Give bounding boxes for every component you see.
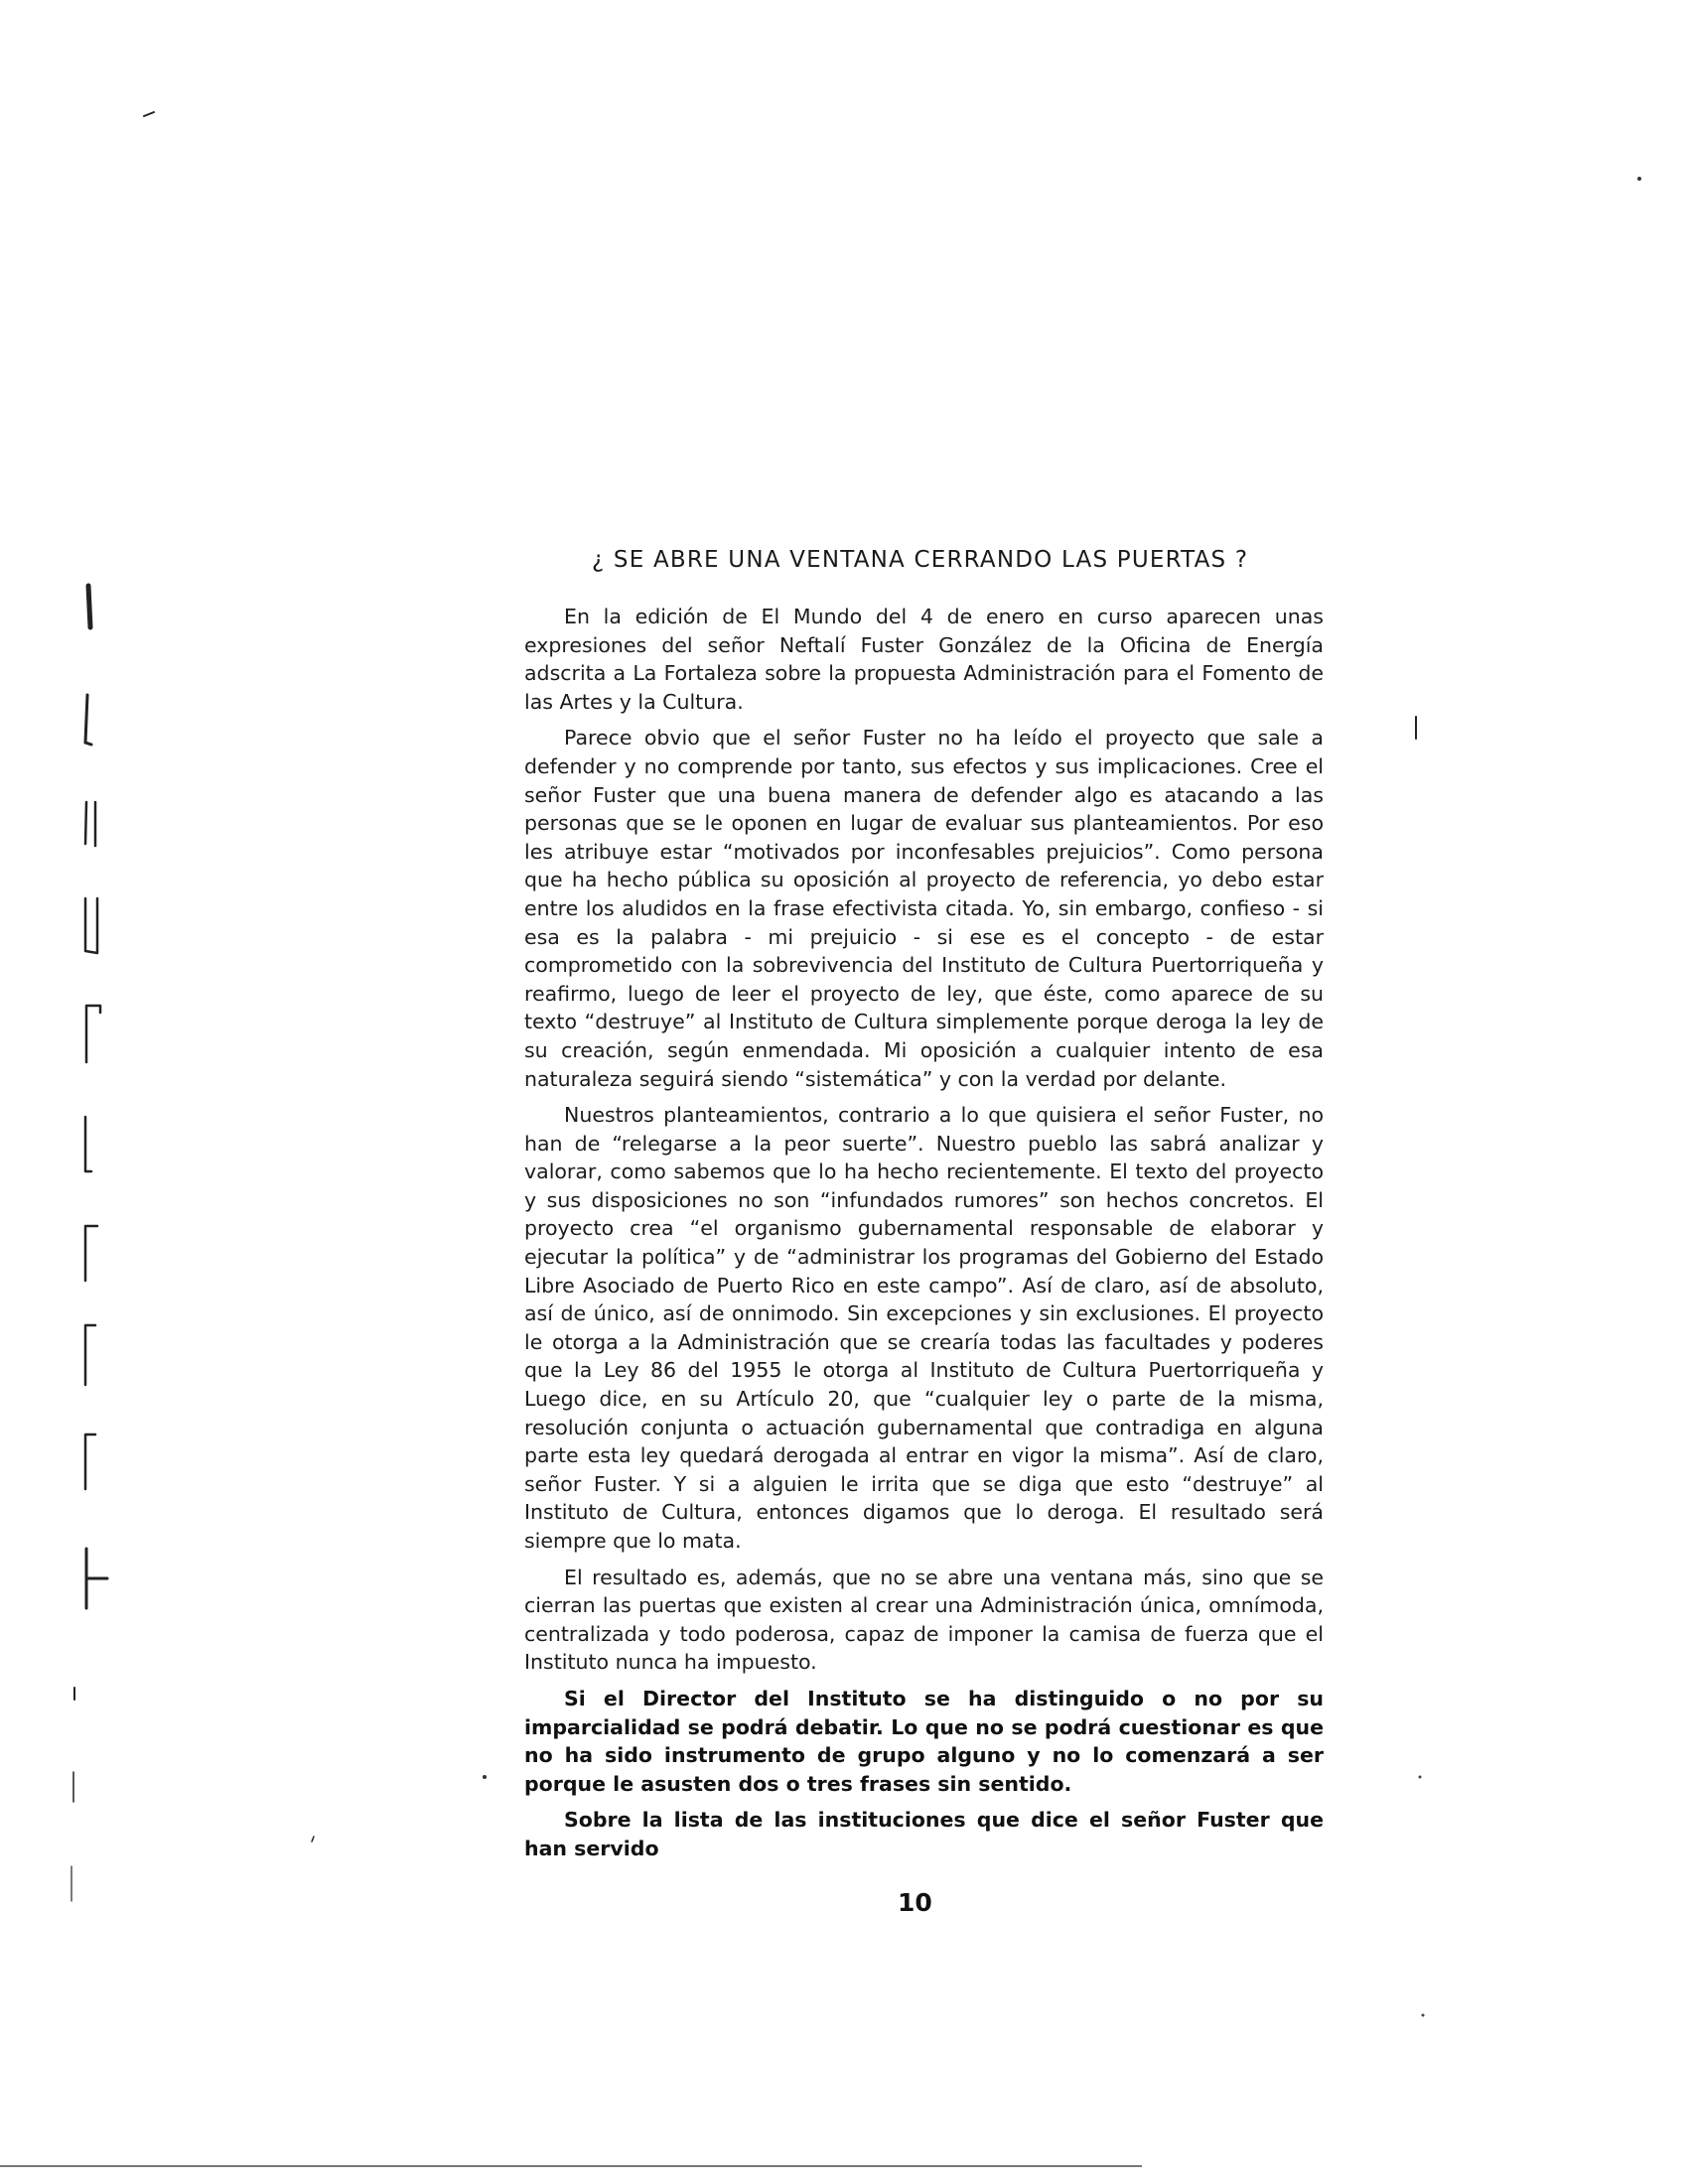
page-title: ¿ SE ABRE UNA VENTANA CERRANDO LAS PUERTAS ?	[592, 547, 1249, 573]
bottom-scan-rule	[0, 2165, 1142, 2167]
paragraph: En la edición de El Mundo del 4 de enero en curso aparecen unas expresiones del señor Neftalí Fuster González de la Oficina de Energía adscrita a La Fortaleza sobre la propuesta Administración para el Fomento de las Artes y la Cultura.	[524, 605, 1324, 714]
page-number: 10	[898, 1888, 932, 1917]
paragraph: El resultado es, además, que no se abre una ventana más, sino que se cierran las puertas que existen al crear una Administración única, omnímoda, centralizada y todo poderosa, capaz de imponer la camisa de fuerza que el Instituto nunca ha impuesto.	[524, 1565, 1324, 1675]
paragraph: Si el Director del Instituto se ha distinguido o no por su imparcialidad se podrá debatir. Lo que no se podrá cuestionar es que no ha sido instrumento de grupo alguno y no lo comenzará a ser porque le asusten dos o tres frases sin sentido.	[524, 1686, 1324, 1796]
article-body	[524, 603, 1324, 1871]
paragraph: Sobre la lista de las instituciones que dice el señor Fuster que han servido	[524, 1808, 1324, 1860]
paragraph: Parece obvio que el señor Fuster no ha leído el proyecto que sale a defender y no comprende por tanto, sus efectos y sus implicaciones. Cree el señor Fuster que una buena manera de defender algo es atacando a las personas que se le oponen en lugar de evaluar sus planteamientos. Por eso les atribuye estar “motivados por inconfesables prejuicios”. Como persona que ha hecho pública su oposición al proyecto de referencia, yo debo estar entre los aludidos en la frase efectivista citada. Yo, sin embargo, confieso - si esa es la palabra - mi prejuicio - si ese es el concepto - de estar comprometido con la sobrevivencia del Instituto de Cultura Puertorriqueña y reafirmo, luego de leer el proyecto de ley, que éste, como aparece de su texto “destruye” al Instituto de Cultura simplemente porque deroga la ley de su creación, según enmendada. Mi oposición a cualquier intento de esa naturaleza seguirá siendo “sistemática” y con la verdad por delante.	[524, 726, 1324, 1091]
paragraph: Nuestros planteamientos, contrario a lo que quisiera el señor Fuster, no han de “relegarse a la peor suerte”. Nuestro pueblo las sabrá analizar y valorar, como sabemos que lo ha hecho recientemente. El texto del proyecto y sus disposiciones no son “infundados rumores” son hechos concretos. El proyecto crea “el organismo gubernamental responsable de elaborar y ejecutar la política” y de “administrar los programas del Gobierno del Estado Libre Asociado de Puerto Rico en este campo”. Así de claro, así de absoluto, así de único, así de onnimodo. Sin excepciones y sin exclusiones. El proyecto le otorga a la Administración que se crearía todas las facultades y poderes que la Ley 86 del 1955 le otorga al Instituto de Cultura Puertorriqueña y Luego dice, en su Artículo 20, que “cualquier ley o parte de la misma, resolución conjunta o actuación gubernamental que contradiga en alguna parte esta ley quedará derogada al entrar en vigor la misma”. Así de claro, señor Fuster. Y si a alguien le irrita que se diga que esto “destruye” al Instituto de Cultura, entonces digamos que lo deroga. El resultado será siempre que lo mata.	[524, 1103, 1324, 1553]
